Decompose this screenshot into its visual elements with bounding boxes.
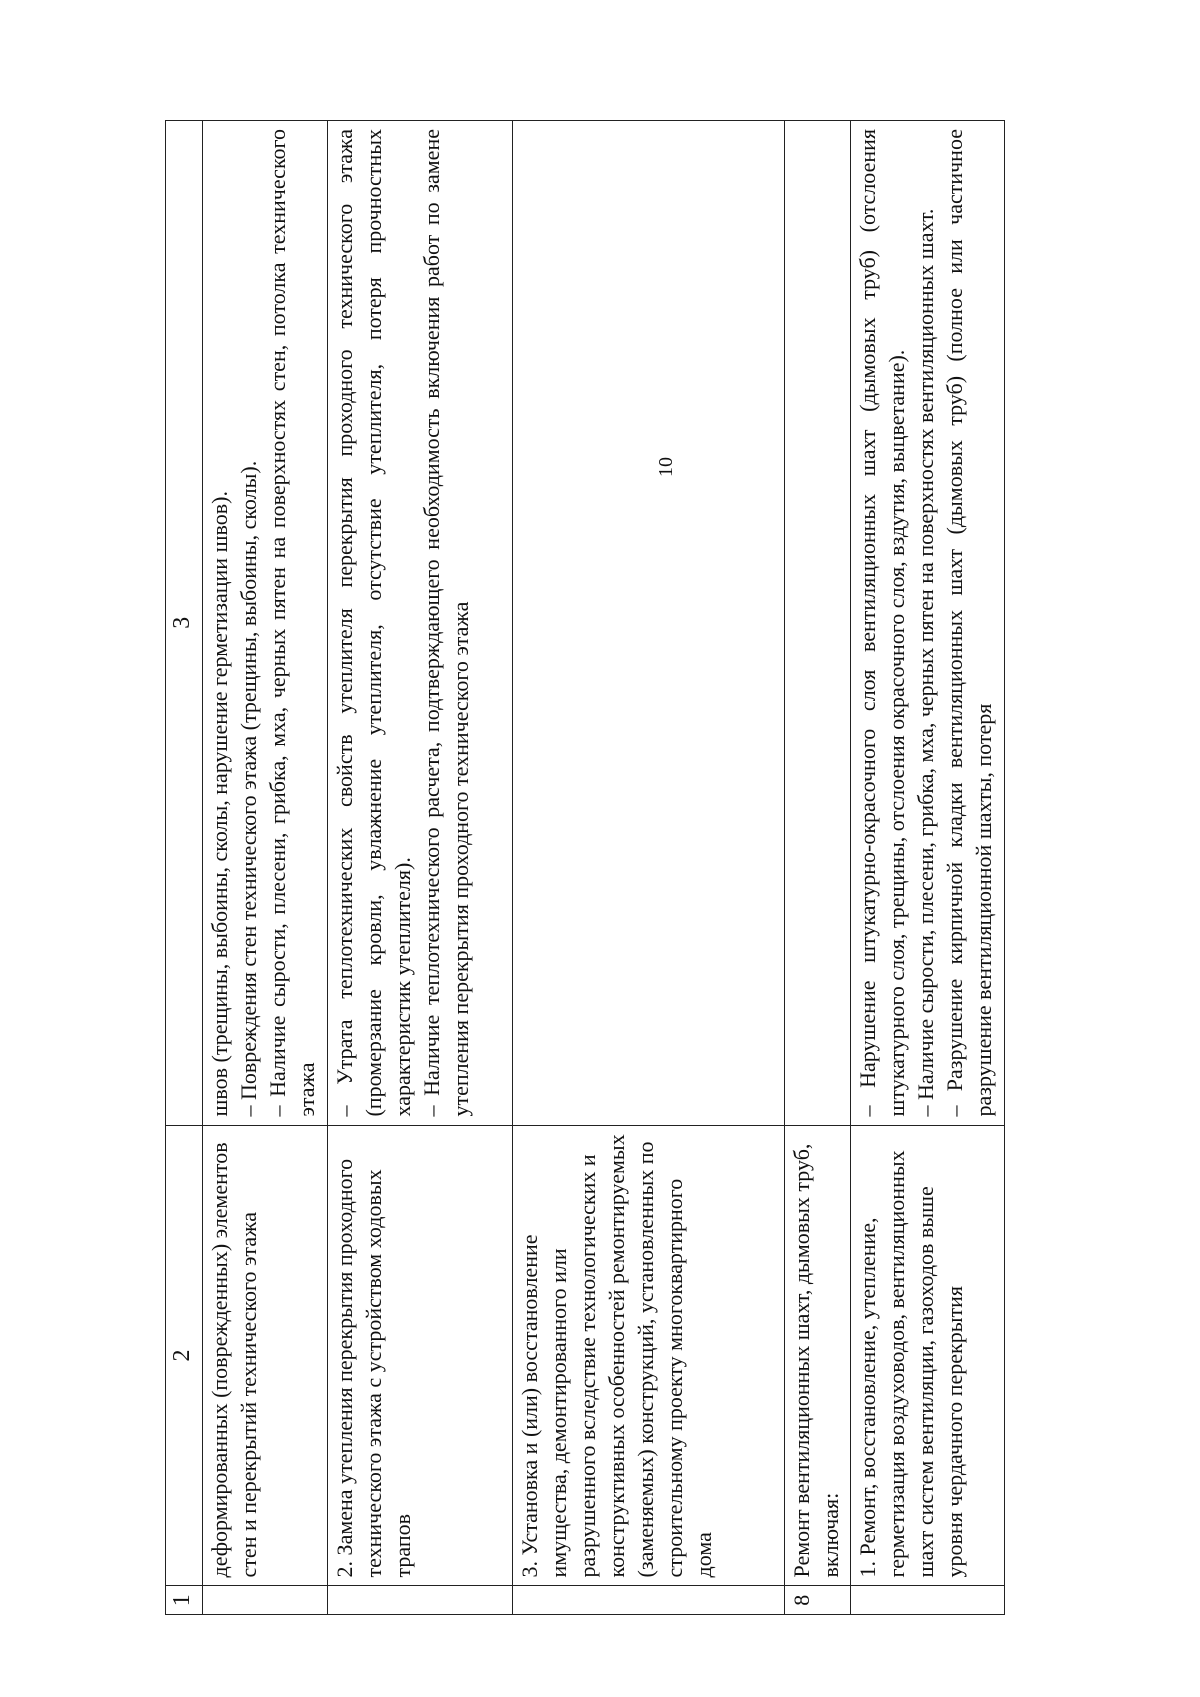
defect-line: – Утрата теплотехнических свойств утеплителя перекрытия проходного технического этажа (промерзание кровли, увлажнение утеплителя, отсутствие утеплителя, потеря прочностных характеристик утеплителя). (332, 129, 415, 1117)
work-description: 2. Замена утепления перекрытия проходного технического этажа с устройством ходовых трапов (328, 1125, 513, 1586)
header-row (166, 121, 203, 1615)
defect-line: – Нарушение штукатурно-окрасочного слоя вентиляционных шахт (дымовых труб) (отслоения штукатурного слоя, трещины, отслоения окрасочного слоя, вздутия, выцветание). (855, 129, 909, 1117)
work-description: 1. Ремонт, восстановление, утепление, герметизация воздуховодов, вентиляционных шахт систем вентиляции, газоходов выше уровня чердачного перекрытия (851, 1125, 1005, 1586)
row-number (851, 1586, 1005, 1615)
work-description: деформированных (поврежденных) элементов стен и перекрытий технического этажа (203, 1125, 328, 1586)
rotated-document-table (165, 120, 1005, 1615)
table-row (785, 121, 851, 1615)
row-number: 8 (785, 1586, 851, 1615)
table-row (328, 121, 513, 1615)
defect-line: – Наличие теплотехнического расчета, подтверждающего необходимость включения работ по замене утепления перекрытия проходного технического этажа (419, 129, 473, 1117)
table-row (203, 121, 328, 1615)
defect-description (851, 121, 1005, 1126)
table-row (851, 121, 1005, 1615)
page-number: 10 (655, 457, 677, 477)
defect-line: швов (трещины, выбоины, сколы, нарушение герметизации швов). (207, 491, 232, 1117)
table-row (513, 121, 785, 1615)
header-col-1: 1 (166, 1586, 203, 1615)
row-number (513, 1586, 785, 1615)
defect-description (203, 121, 328, 1126)
defect-line: – Наличие сырости, плесени, грибка, мха, черных пятен на поверхностях вентиляционных шахт. (913, 208, 938, 1117)
defect-line: – Разрушение кирпичной кладки вентиляционных шахт (дымовых труб) (полное или частичное разрушение вентиляционной шахты, потеря (942, 129, 996, 1117)
row-number (328, 1586, 513, 1615)
header-col-3: 3 (166, 121, 203, 1126)
defect-description (328, 121, 513, 1126)
repair-works-table (165, 120, 1005, 1615)
row-number (203, 1586, 328, 1615)
defect-line: – Наличие сырости, плесени, грибка, мха, черных пятен на поверхностях стен, потолка технического этажа (265, 129, 319, 1117)
work-description: 3. Установка и (или) восстановление имущества, демонтированного или разрушенного вследствие технологических и конструктивных особенностей ремонтируемых (заменяемых) конструкций, установленных по строительному проекту многоквартирного дома (513, 1125, 785, 1586)
section-title: Ремонт вентиляционных шахт, дымовых труб, включая: (785, 1125, 851, 1586)
defect-description-empty (785, 121, 851, 1126)
header-col-2: 2 (166, 1125, 203, 1586)
defect-description-empty (513, 121, 785, 1126)
defect-line: – Повреждения стен технического этажа (трещины, выбоины, сколы). (236, 460, 261, 1117)
